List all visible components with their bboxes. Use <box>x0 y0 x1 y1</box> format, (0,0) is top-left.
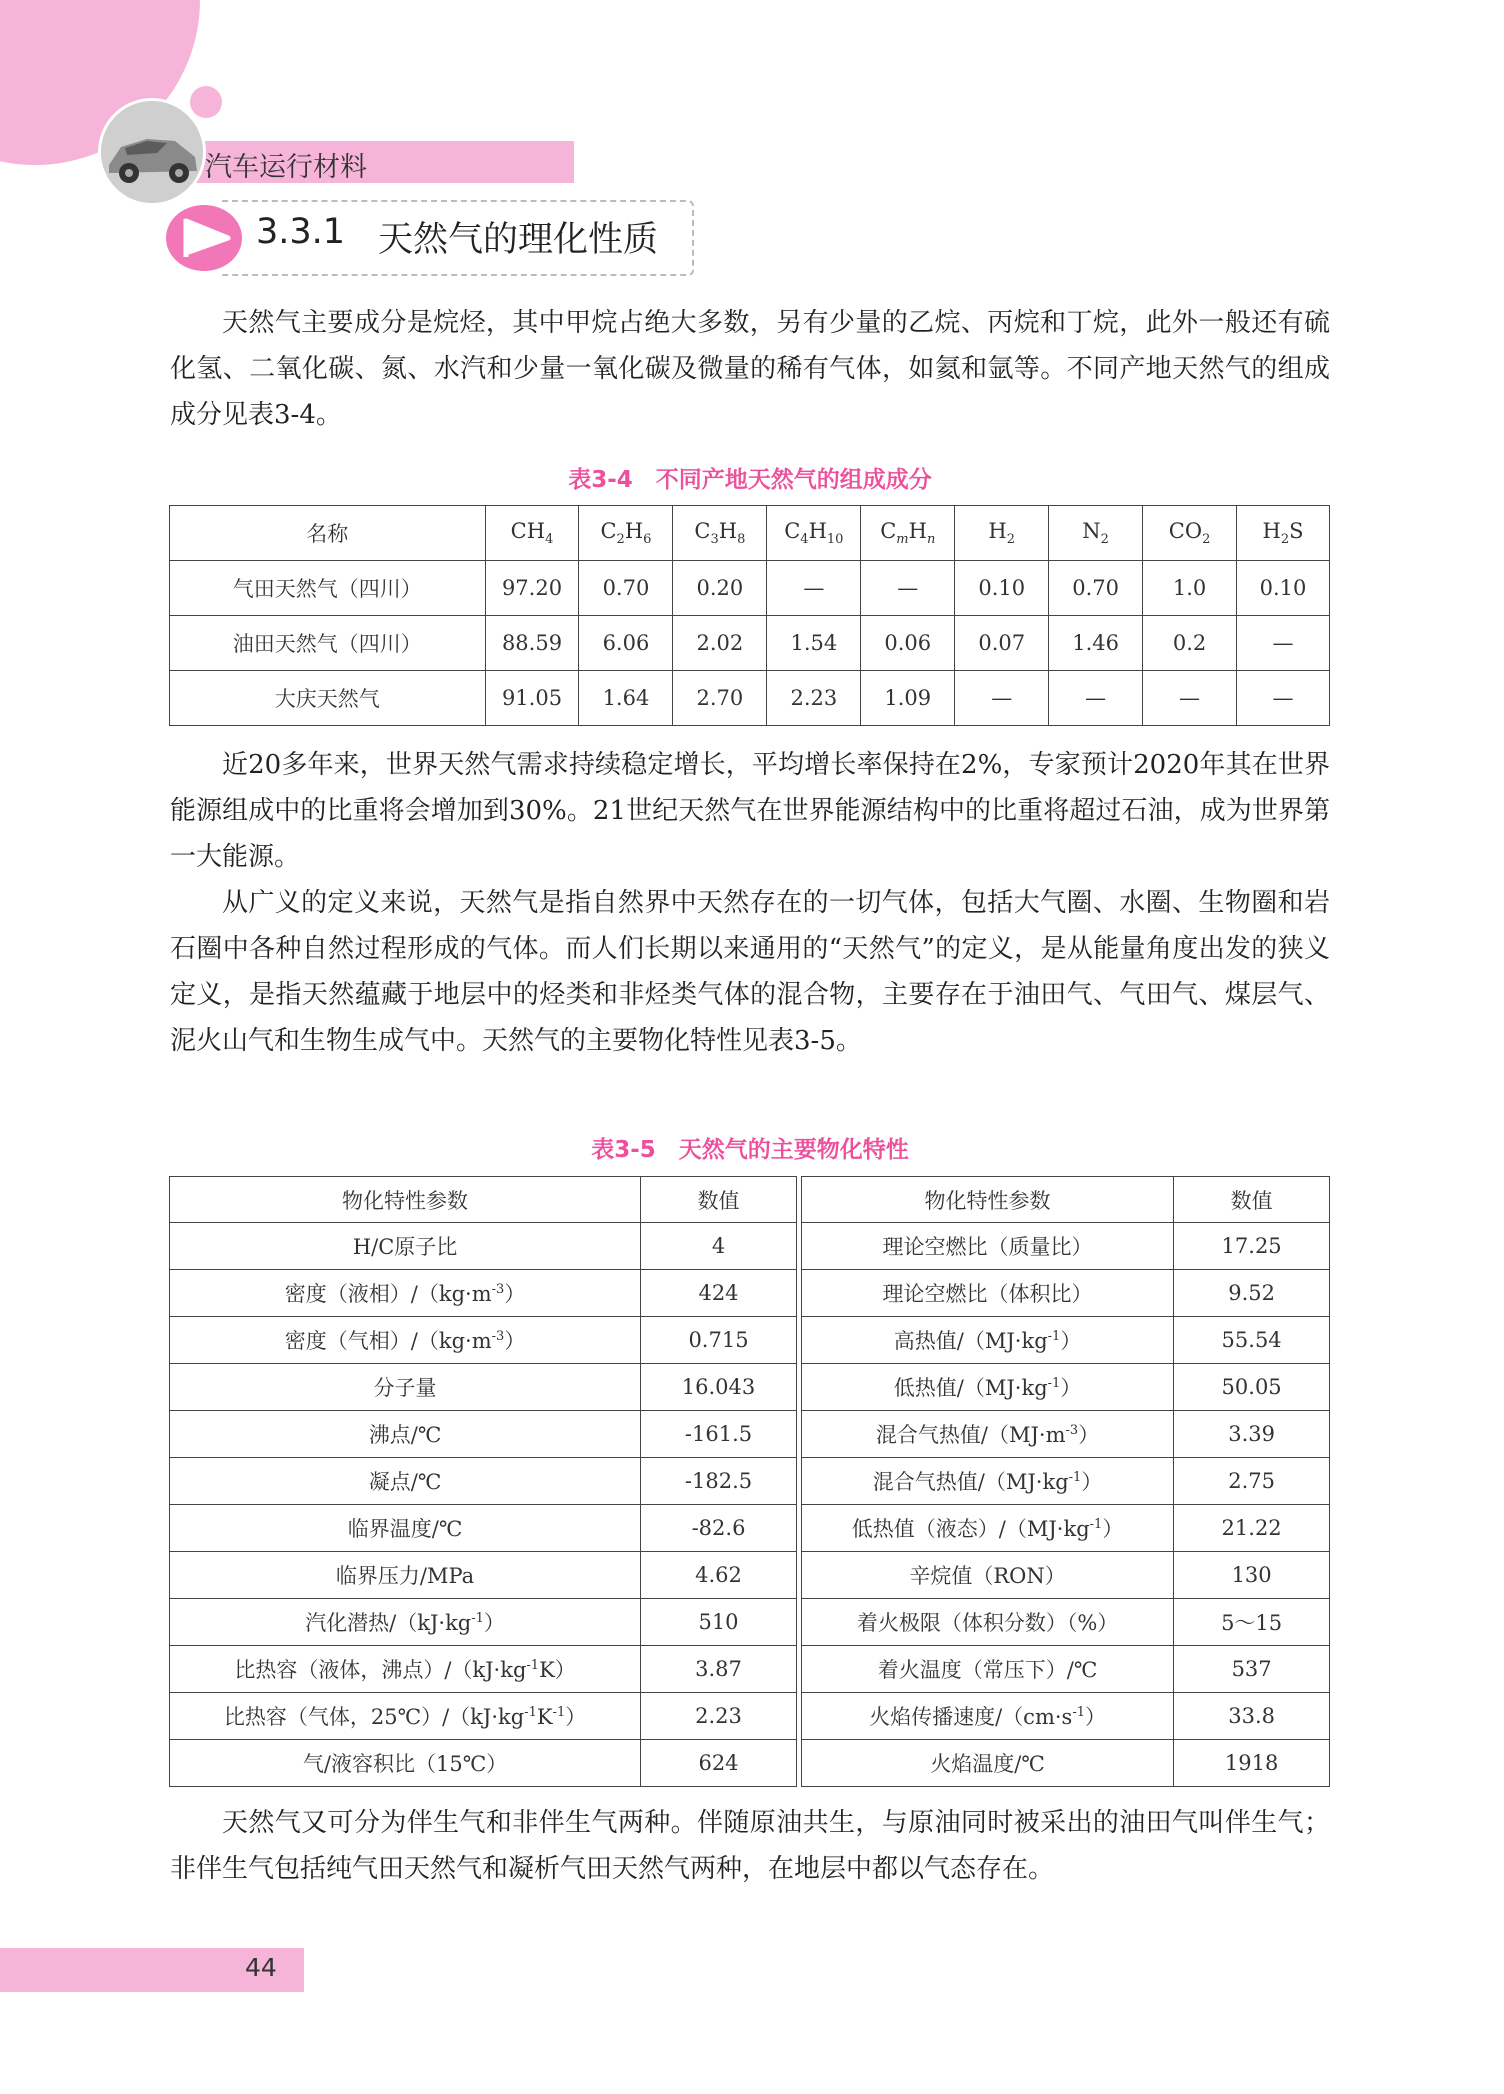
table-row <box>170 561 1330 616</box>
param-cell: 比热容（气体，$25℃)/(kJ\cdot kg^{-1}K^{-1})$ <box>170 1693 641 1740</box>
car-image-badge <box>98 98 206 206</box>
param-cell: 火焰传播速度$/(cm\cdot s^{-1})$ <box>801 1693 1173 1740</box>
cell-ch4: 91.05 <box>485 671 579 726</box>
table-row <box>170 1458 1330 1505</box>
car-icon <box>101 101 203 203</box>
column-header-c4h10: $C_4H_{10}$ <box>767 506 861 561</box>
cell-n2: 0.70 <box>1049 561 1143 616</box>
param-cell: 密度（气相）$/(kg\cdot m^{-3})$ <box>170 1317 641 1364</box>
value-cell: 4 <box>641 1223 797 1270</box>
value-cell: 33.8 <box>1174 1693 1330 1740</box>
value-cell: 0.715 <box>641 1317 797 1364</box>
table-row <box>170 1223 1330 1270</box>
param-cell: 低热值（液态）$/(MJ\cdot kg^{-1})$ <box>801 1505 1173 1552</box>
table-row <box>170 1599 1330 1646</box>
section-title: 天然气的理化性质 <box>378 220 659 260</box>
column-header-cmhn: $C_mH_n$ <box>861 506 955 561</box>
paragraph-associated-gas: 天然气又可分为伴生气和非伴生气两种。伴随原油共生，与原油同时被采出的油田气叫伴生气；非伴生气包括纯气田天然气和凝析气田天然气两种，在地层中都以气态存在。 <box>170 1808 1330 1884</box>
value-cell: 17.25 <box>1174 1223 1330 1270</box>
param-cell: H/C原子比 <box>170 1223 641 1270</box>
table-row <box>170 1364 1330 1411</box>
cell-c4h10: 1.54 <box>767 616 861 671</box>
cell-c3h8: 2.70 <box>673 671 767 726</box>
param-cell: 比热容（液体，沸点）$/(kJ\cdot kg^{-1}K)$ <box>170 1646 641 1693</box>
value-cell: 50.05 <box>1174 1364 1330 1411</box>
cell-h2s: 0.10 <box>1237 561 1330 616</box>
column-header-ch4: $CH_4$ <box>485 506 579 561</box>
param-cell: 辛烷值（RON） <box>801 1552 1173 1599</box>
param-cell: 理论空燃比（体积比） <box>801 1270 1173 1317</box>
param-cell: 理论空燃比（质量比） <box>801 1223 1173 1270</box>
table-row <box>170 671 1330 726</box>
column-header-name: 名称 <box>170 506 486 561</box>
param-cell: 混合气热值$/(MJ\cdot m^{-3})$ <box>801 1411 1173 1458</box>
table-row <box>170 1646 1330 1693</box>
value-cell: 537 <box>1174 1646 1330 1693</box>
param-cell: 密度（液相）$/(kg\cdot m^{-3})$ <box>170 1270 641 1317</box>
value-cell: 16.043 <box>641 1364 797 1411</box>
cell-n2: 1.46 <box>1049 616 1143 671</box>
param-cell: 着火温度（常压下）/℃ <box>801 1646 1173 1693</box>
cell-co2: — <box>1143 671 1237 726</box>
table-row <box>170 1270 1330 1317</box>
cell-h2s: — <box>1237 671 1330 726</box>
cell-c4h10: — <box>767 561 861 616</box>
cell-cmhn: 0.06 <box>861 616 955 671</box>
cell-cmhn: — <box>861 561 955 616</box>
column-header-c3h8: $C_3H_8$ <box>673 506 767 561</box>
param-cell: 凝点/℃ <box>170 1458 641 1505</box>
value-cell: 55.54 <box>1174 1317 1330 1364</box>
table-row <box>170 1740 1330 1787</box>
cell-cmhn: 1.09 <box>861 671 955 726</box>
cell-c2h6: 1.64 <box>579 671 673 726</box>
cell-ch4: 88.59 <box>485 616 579 671</box>
param-cell: 气/液容积比（15℃） <box>170 1740 641 1787</box>
param-cell: 高热值$/(MJ\cdot kg^{-1})$ <box>801 1317 1173 1364</box>
section-flag-icon <box>166 205 242 271</box>
param-cell: 低热值$/(MJ\cdot kg^{-1})$ <box>801 1364 1173 1411</box>
param-cell: 着火极限（体积分数）（%） <box>801 1599 1173 1646</box>
column-header-param-left: 物化特性参数 <box>170 1177 641 1223</box>
table-row <box>170 1552 1330 1599</box>
column-header-value-right: 数值 <box>1174 1177 1330 1223</box>
cell-c3h8: 0.20 <box>673 561 767 616</box>
book-title: 汽车运行材料 <box>205 152 367 183</box>
param-cell: 火焰温度/℃ <box>801 1740 1173 1787</box>
cell-n2: — <box>1049 671 1143 726</box>
param-cell: 混合气热值$/(MJ\cdot kg^{-1})$ <box>801 1458 1173 1505</box>
param-cell: 分子量 <box>170 1364 641 1411</box>
paragraph-composition: 天然气主要成分是烷烃，其中甲烷占绝大多数，另有少量的乙烷、丙烷和丁烷，此外一般还有硫化氢、二氧化碳、氮、水汽和少量一氧化碳及微量的稀有气体，如氦和氩等。不同产地天然气的组成成分见表3-4。 <box>170 308 1330 430</box>
table-3-5 <box>169 1176 1330 1787</box>
value-cell: 3.87 <box>641 1646 797 1693</box>
column-header-h2: $H_2$ <box>955 506 1049 561</box>
column-header-h2s: $H_2S$ <box>1237 506 1330 561</box>
param-cell: 临界温度/℃ <box>170 1505 641 1552</box>
value-cell: 21.22 <box>1174 1505 1330 1552</box>
column-header-co2: $CO_2$ <box>1143 506 1237 561</box>
cell-name: 油田天然气（四川） <box>170 616 486 671</box>
cell-c2h6: 0.70 <box>579 561 673 616</box>
page-number: 44 <box>245 1953 277 1982</box>
cell-h2s: — <box>1237 616 1330 671</box>
table-3-5-caption: 表3-5 天然气的主要物化特性 <box>591 1137 909 1163</box>
value-cell: 624 <box>641 1740 797 1787</box>
value-cell: 1918 <box>1174 1740 1330 1787</box>
paragraph-demand-growth: 近20多年来，世界天然气需求持续稳定增长，平均增长率保持在2%，专家预计2020年其在世界能源组成中的比重将会增加到30%。21世纪天然气在世界能源结构中的比重将超过石油，成为世界第一大能源。 <box>170 750 1330 872</box>
column-header-value-left: 数值 <box>641 1177 797 1223</box>
table-header-row <box>170 1177 1330 1223</box>
cell-h2: 0.07 <box>955 616 1049 671</box>
cell-c4h10: 2.23 <box>767 671 861 726</box>
table-3-4 <box>169 505 1330 726</box>
cell-name: 气田天然气（四川） <box>170 561 486 616</box>
table-header-row <box>170 506 1330 561</box>
cell-h2: — <box>955 671 1049 726</box>
param-cell: 临界压力/MPa <box>170 1552 641 1599</box>
table-row <box>170 1693 1330 1740</box>
table-3-4-caption: 表3-4 不同产地天然气的组成成分 <box>568 467 932 493</box>
table-row <box>170 1317 1330 1364</box>
table-row <box>170 616 1330 671</box>
value-cell: -82.6 <box>641 1505 797 1552</box>
value-cell: 3.39 <box>1174 1411 1330 1458</box>
value-cell: 4.62 <box>641 1552 797 1599</box>
column-header-c2h6: $C_2H_6$ <box>579 506 673 561</box>
cell-ch4: 97.20 <box>485 561 579 616</box>
table-row <box>170 1411 1330 1458</box>
value-cell: 2.23 <box>641 1693 797 1740</box>
column-header-param-right: 物化特性参数 <box>801 1177 1173 1223</box>
value-cell: 5～15 <box>1174 1599 1330 1646</box>
cell-h2: 0.10 <box>955 561 1049 616</box>
value-cell: 9.52 <box>1174 1270 1330 1317</box>
paragraph-definition: 从广义的定义来说，天然气是指自然界中天然存在的一切气体，包括大气圈、水圈、生物圈和岩石圈中各种自然过程形成的气体。而人们长期以来通用的“天然气”的定义，是从能量角度出发的狭义定义，是指天然蕴藏于地层中的烃类和非烃类气体的混合物，主要存在于油田气、气田气、煤层气、泥火山气和生物生成气中。天然气的主要物化特性见表3-5。 <box>170 888 1330 1056</box>
value-cell: 2.75 <box>1174 1458 1330 1505</box>
section-number: 3.3.1 <box>256 212 346 252</box>
param-cell: 沸点/℃ <box>170 1411 641 1458</box>
column-header-n2: $N_2$ <box>1049 506 1143 561</box>
cell-name: 大庆天然气 <box>170 671 486 726</box>
value-cell: -161.5 <box>641 1411 797 1458</box>
value-cell: 424 <box>641 1270 797 1317</box>
value-cell: -182.5 <box>641 1458 797 1505</box>
table-row <box>170 1505 1330 1552</box>
cell-co2: 1.0 <box>1143 561 1237 616</box>
value-cell: 510 <box>641 1599 797 1646</box>
cell-c3h8: 2.02 <box>673 616 767 671</box>
cell-co2: 0.2 <box>1143 616 1237 671</box>
param-cell: 汽化潜热$/(kJ\cdot kg^{-1})$ <box>170 1599 641 1646</box>
cell-c2h6: 6.06 <box>579 616 673 671</box>
value-cell: 130 <box>1174 1552 1330 1599</box>
